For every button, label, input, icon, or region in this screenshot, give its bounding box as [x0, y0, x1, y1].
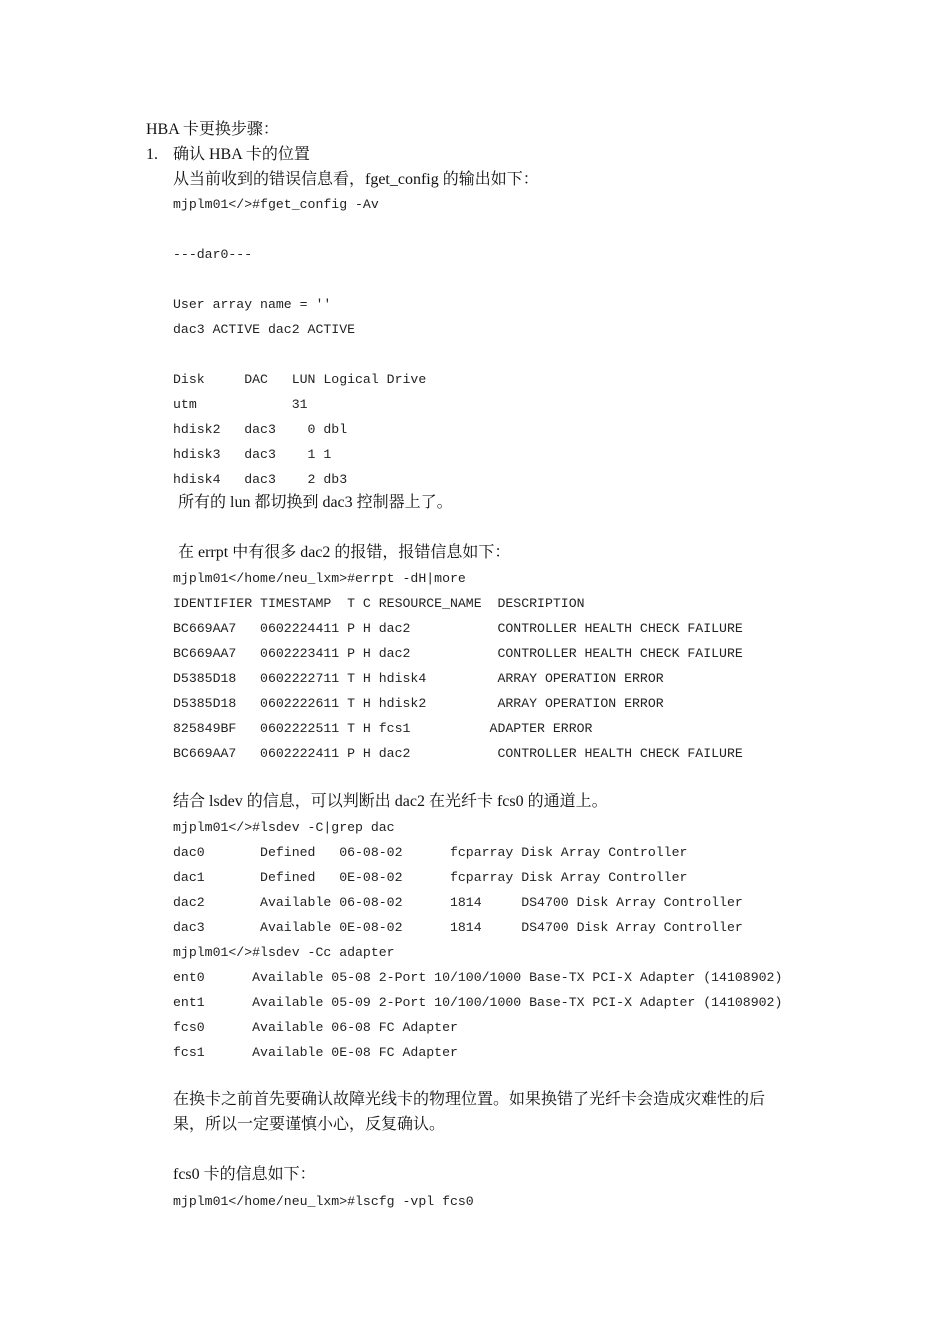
code-line: mjplm01</home/neu_lxm>#errpt -dH|more [173, 571, 466, 586]
paragraph-errpt-intro: 在 errpt 中有很多 dac2 的报错，报错信息如下： [178, 544, 511, 561]
code-line: ---dar0--- [173, 247, 253, 262]
paragraph-fcs0-intro: fcs0 卡的信息如下： [173, 1166, 316, 1183]
step-number: 1. [146, 146, 158, 163]
code-line: D5385D18 0602222711 T H hdisk4 ARRAY OPERATION ERROR [173, 671, 664, 686]
paragraph-lsdev-intro: 结合 lsdev 的信息，可以判断出 dac2 在光纤卡 fcs0 的通道上。 [173, 793, 608, 810]
code-line: mjplm01</>#lsdev -Cc adapter [173, 945, 395, 960]
paragraph-warning-line2: 果，所以一定要谨慎小心，反复确认。 [173, 1116, 446, 1133]
code-line: BC669AA7 0602223411 P H dac2 CONTROLLER HEALTH CHECK FAILURE [173, 646, 743, 661]
code-line: dac1 Defined 0E-08-02 fcparray Disk Array Controller [173, 870, 688, 885]
document-title: HBA 卡更换步骤： [146, 121, 279, 138]
code-line: hdisk3 dac3 1 1 [173, 447, 332, 462]
code-line: dac3 ACTIVE dac2 ACTIVE [173, 322, 356, 337]
code-line: dac0 Defined 06-08-02 fcparray Disk Array Controller [173, 845, 688, 860]
code-line: ent1 Available 05-09 2-Port 10/100/1000 Base-TX PCI-X Adapter (14108902) [173, 995, 783, 1010]
code-line: User array name = '' [173, 297, 332, 312]
code-line: utm 31 [173, 397, 308, 412]
code-line: mjplm01</>#fget_config -Av [173, 197, 379, 212]
code-line: dac2 Available 06-08-02 1814 DS4700 Disk Array Controller [173, 895, 743, 910]
code-line: IDENTIFIER TIMESTAMP T C RESOURCE_NAME DESCRIPTION [173, 596, 585, 611]
step-heading: 确认 HBA 卡的位置 [173, 146, 310, 163]
paragraph-fget-intro: 从当前收到的错误信息看，fget_config 的输出如下： [173, 171, 539, 188]
code-line: 825849BF 0602222511 T H fcs1 ADAPTER ERROR [173, 721, 593, 736]
code-line: hdisk2 dac3 0 dbl [173, 422, 348, 437]
code-line-lscfg: mjplm01</home/neu_lxm>#lscfg -vpl fcs0 [173, 1194, 474, 1209]
code-line: BC669AA7 0602222411 P H dac2 CONTROLLER HEALTH CHECK FAILURE [173, 746, 743, 761]
code-line: ent0 Available 05-08 2-Port 10/100/1000 Base-TX PCI-X Adapter (14108902) [173, 970, 783, 985]
code-line: fcs0 Available 06-08 FC Adapter [173, 1020, 458, 1035]
code-line: BC669AA7 0602224411 P H dac2 CONTROLLER HEALTH CHECK FAILURE [173, 621, 743, 636]
paragraph-lun: 所有的 lun 都切换到 dac3 控制器上了。 [178, 494, 453, 511]
code-line: dac3 Available 0E-08-02 1814 DS4700 Disk Array Controller [173, 920, 743, 935]
paragraph-warning-line1: 在换卡之前首先要确认故障光线卡的物理位置。如果换错了光纤卡会造成灾难性的后 [173, 1091, 766, 1108]
code-line: hdisk4 dac3 2 db3 [173, 472, 348, 487]
code-line: Disk DAC LUN Logical Drive [173, 372, 427, 387]
code-line: fcs1 Available 0E-08 FC Adapter [173, 1045, 458, 1060]
code-line: D5385D18 0602222611 T H hdisk2 ARRAY OPERATION ERROR [173, 696, 664, 711]
code-line: mjplm01</>#lsdev -C|grep dac [173, 820, 395, 835]
